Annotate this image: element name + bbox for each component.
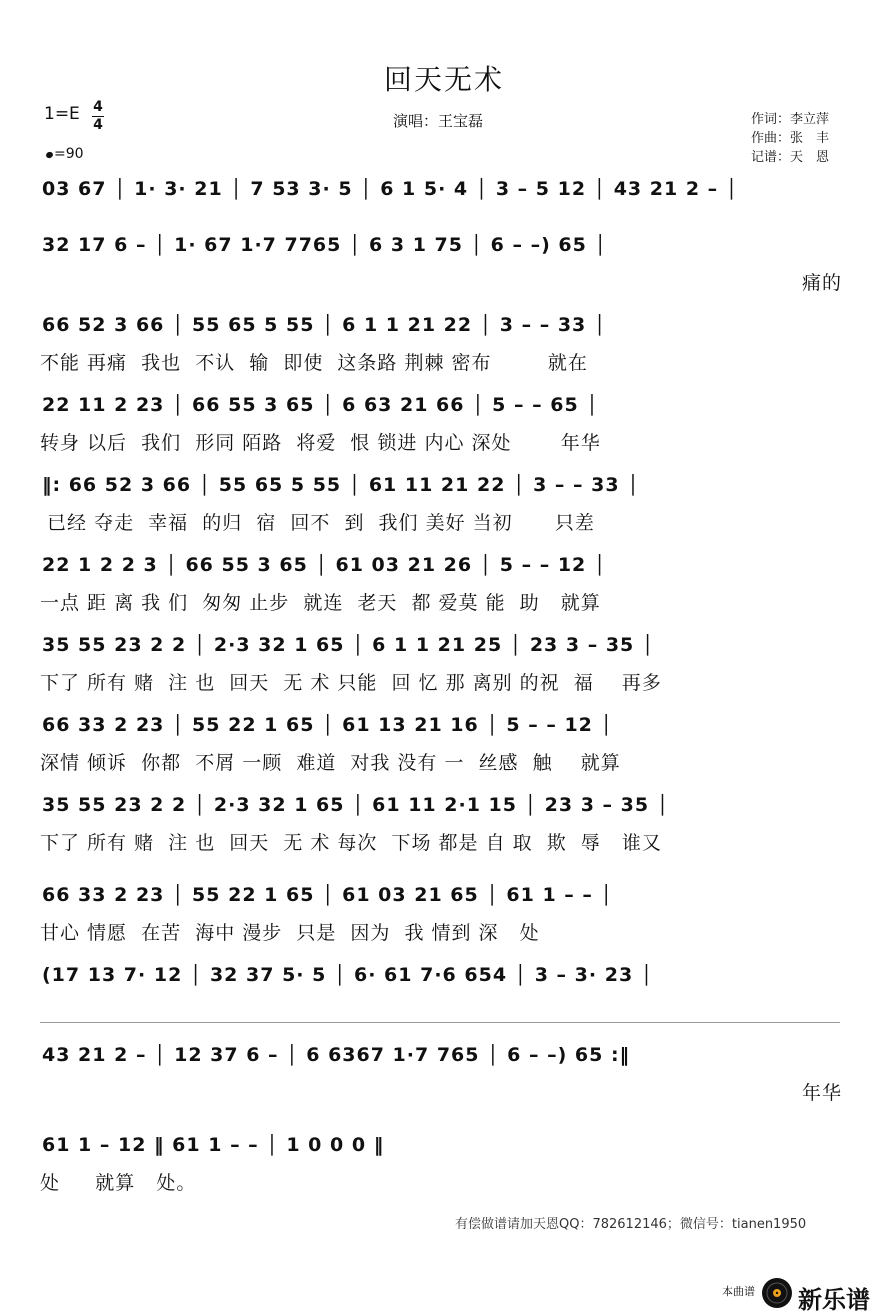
notation-row-12: 43 21 2 – │ 12 37 6 – │ 6 6367 1·7 765 │ 6 – –) 65 :‖: [42, 1044, 631, 1066]
lyrics-row-7: 下了 所有 赌 注 也 回天 无 术 只能 回 忆 那 离别 的祝 福 再多: [40, 672, 662, 694]
lyrics-row-8: 深情 倾诉 你都 不屑 一顾 难道 对我 没有 一 丝感 触 就算: [40, 752, 621, 774]
brand-name: 新乐谱: [798, 1286, 870, 1314]
notation-row-13: 61 1 – 12 ‖ 61 1 – – │ 1 0 0 0 ‖: [42, 1134, 385, 1156]
time-signature: [92, 100, 104, 133]
brand-small-text: 本曲谱: [722, 1285, 755, 1298]
quarter-note-icon: [45, 151, 54, 159]
notation-row-10: 66 33 2 23 │ 55 22 1 65 │ 61 03 21 65 │ 61 1 – – │: [42, 884, 613, 906]
lyrics-row-10: 甘心 情愿 在苦 海中 漫步 只是 因为 我 情到 深 处: [40, 922, 540, 944]
notation-row-7: 35 55 23 2 2 │ 2·3 32 1 65 │ 6 1 1 21 25 │ 23 3 – 35 │: [42, 634, 655, 656]
credits: [751, 110, 829, 167]
lyrics-row-13: 处 就算 处。: [40, 1172, 197, 1194]
lyrics-row-11: [40, 998, 842, 1028]
notation-row-9: 35 55 23 2 2 │ 2·3 32 1 65 │ 61 11 2·1 15 │ 23 3 – 35 │: [42, 794, 670, 816]
notation-row-6: 22 1 2 2 3 │ 66 55 3 65 │ 61 03 21 26 │ 5 – – 12 │: [42, 554, 607, 576]
composer-credit: 作曲：张 丰: [751, 131, 830, 146]
lyrics-row-4: 转身 以后 我们 形同 陌路 将爱 恨 锁进 内心 深处 年华: [40, 432, 601, 454]
notation-row-5: ‖: 66 52 3 66 │ 55 65 5 55 │ 61 11 21 22 │ 3 – – 33 │: [42, 474, 640, 496]
notation-row-11: (17 13 7· 12 │ 32 37 5· 5 │ 6· 61 7·6 654 │ 3 – 3· 23 │: [42, 964, 654, 986]
singer-credit: 演唱：王宝磊: [393, 112, 484, 130]
repeat-bracket-line: [40, 1022, 840, 1023]
notation-row-1: 03 67 │ 1· 3· 21 │ 7 53 3· 5 │ 6 1 5· 4 │ 3 – 5 12 │ 43 21 2 – │: [42, 178, 739, 200]
lyrics-row-12: 年华: [801, 1082, 842, 1104]
notation-row-4: 22 11 2 23 │ 66 55 3 65 │ 6 63 21 66 │ 5 – – 65 │: [42, 394, 599, 416]
tempo-value: =90: [54, 146, 84, 162]
song-title: 回天无术: [383, 63, 504, 96]
lyrics-row-5: 已经 夺走 幸福 的归 宿 回不 到 我们 美好 当初 只差: [40, 512, 595, 534]
contact-footer: 有偿做谱请加天恩QQ：782612146；微信号：tianen1950: [455, 1217, 807, 1232]
notation-row-2: 32 17 6 – │ 1· 67 1·7 7765 │ 6 3 1 75 │ 6 – –) 65 │: [42, 234, 607, 256]
lyricist-credit: 作词：李立萍: [751, 112, 830, 127]
lyrics-row-6: 一点 距 离 我 们 匆匆 止步 就连 老天 都 爱莫 能 助 就算: [40, 592, 601, 614]
time-signature-bottom: 4: [93, 117, 103, 133]
lyrics-row-9: 下了 所有 赌 注 也 回天 无 术 每次 下场 都是 自 取 欺 辱 谁又: [40, 832, 662, 854]
key-signature: 1=E: [44, 104, 80, 124]
notation-row-8: 66 33 2 23 │ 55 22 1 65 │ 61 13 21 16 │ 5 – – 12 │: [42, 714, 613, 736]
notation-row-3: 66 52 3 66 │ 55 65 5 55 │ 6 1 1 21 22 │ 3 – – 33 │: [42, 314, 607, 336]
transcriber-credit: 记谱：天 恩: [751, 150, 830, 165]
time-signature-top: 4: [93, 99, 103, 115]
vinyl-record-logo-icon: [760, 1276, 794, 1310]
lyrics-row-3: 不能 再痛 我也 不认 输 即使 这条路 荆棘 密布 就在: [40, 352, 588, 374]
tempo-marking: [46, 146, 84, 162]
lyrics-row-2: 痛的: [801, 272, 842, 294]
